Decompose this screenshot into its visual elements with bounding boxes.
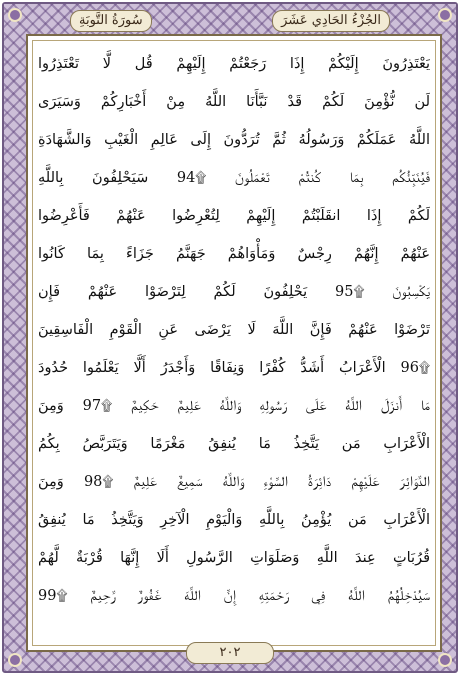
verse-line: لَكُمْ إِذَا انقَلَبْتُمْ إِلَيْهِمْ لِتُعْرِضُوا عَنْهُمْ فَأَعْرِضُوا bbox=[38, 208, 430, 224]
corner-ornament-bottom-right bbox=[438, 653, 452, 667]
verse-line: تَرْضَوْا عَنْهُمْ فَإِنَّ اللَّهَ لَا يَرْضَى عَنِ الْقَوْمِ الْفَاسِقِينَ bbox=[38, 322, 430, 338]
verse-line: ۩96 الْأَعْرَابُ أَشَدُّ كُفْرًا وَنِفَاقًا وَأَجْدَرُ أَلَّا يَعْلَمُوا حُدُودَ bbox=[38, 360, 430, 376]
verse-line: اللَّهُ عَمَلَكُمْ وَرَسُولُهُ ثُمَّ تُرَدُّونَ إِلَى عَالِمِ الْغَيْبِ وَالشَّهَادَةِ bbox=[38, 132, 430, 148]
verse-line: يَعْتَذِرُونَ إِلَيْكُمْ إِذَا رَجَعْتُمْ إِلَيْهِمْ قُل لَّا تَعْتَذِرُوا bbox=[38, 56, 430, 72]
verse-line: قُرُبَاتٍ عِندَ اللَّهِ وَصَلَوَاتِ الرَّسُولِ أَلَا إِنَّهَا قُرْبَةٌ لَّهُمْ bbox=[38, 550, 430, 566]
verse-line: لَن نُّؤْمِنَ لَكُمْ قَدْ نَبَّأَنَا اللَّهُ مِنْ أَخْبَارِكُمْ وَسَيَرَى bbox=[38, 94, 430, 110]
verse-line: فَيُنَبِّئُكُم بِمَا كُنتُمْ تَعْمَلُونَ ۩94 سَيَحْلِفُونَ بِاللَّهِ bbox=[38, 170, 430, 186]
verse-line: عَنْهُمْ إِنَّهُمْ رِجْسٌ وَمَأْوَاهُمْ جَهَنَّمُ جَزَاءً بِمَا كَانُوا bbox=[38, 246, 430, 262]
juz-name: الجُزْءُ الحَادِي عَشَرَ bbox=[272, 10, 390, 32]
verse-line: مَا أَنزَلَ اللَّهُ عَلَى رَسُولِهِ وَاللَّهُ عَلِيمٌ حَكِيمٌ ۩97 وَمِنَ bbox=[38, 398, 430, 414]
verse-line: الْأَعْرَابِ مَن يُؤْمِنُ بِاللَّهِ وَالْيَوْمِ الْآخِرِ وَيَتَّخِذُ مَا يُنفِقُ bbox=[38, 512, 430, 528]
quran-page bbox=[26, 34, 442, 652]
page-header bbox=[12, 8, 448, 32]
verse-line: الدَّوَائِرَ عَلَيْهِمْ دَائِرَةُ السَّوْءِ وَاللَّهُ سَمِيعٌ عَلِيمٌ ۩98 وَمِنَ bbox=[38, 474, 430, 490]
verse-line: يَكْسِبُونَ ۩95 يَحْلِفُونَ لَكُمْ لِتَرْضَوْا عَنْهُمْ فَإِن bbox=[38, 284, 430, 300]
verse-lines bbox=[38, 46, 430, 640]
corner-ornament-bottom-left bbox=[8, 653, 22, 667]
page-number: ٢٠٢ bbox=[186, 642, 274, 664]
surah-name: سُورَةُ التَّوبَةِ bbox=[70, 10, 152, 32]
decorative-frame bbox=[2, 2, 458, 673]
verse-line: الْأَعْرَابِ مَن يَتَّخِذُ مَا يُنفِقُ مَغْرَمًا وَيَتَرَبَّصُ بِكُمُ bbox=[38, 436, 430, 452]
verse-line: سَيُدْخِلُهُمُ اللَّهُ فِي رَحْمَتِهِ إِنَّ اللَّهَ غَفُورٌ رَّحِيمٌ ۩99 bbox=[38, 588, 430, 604]
